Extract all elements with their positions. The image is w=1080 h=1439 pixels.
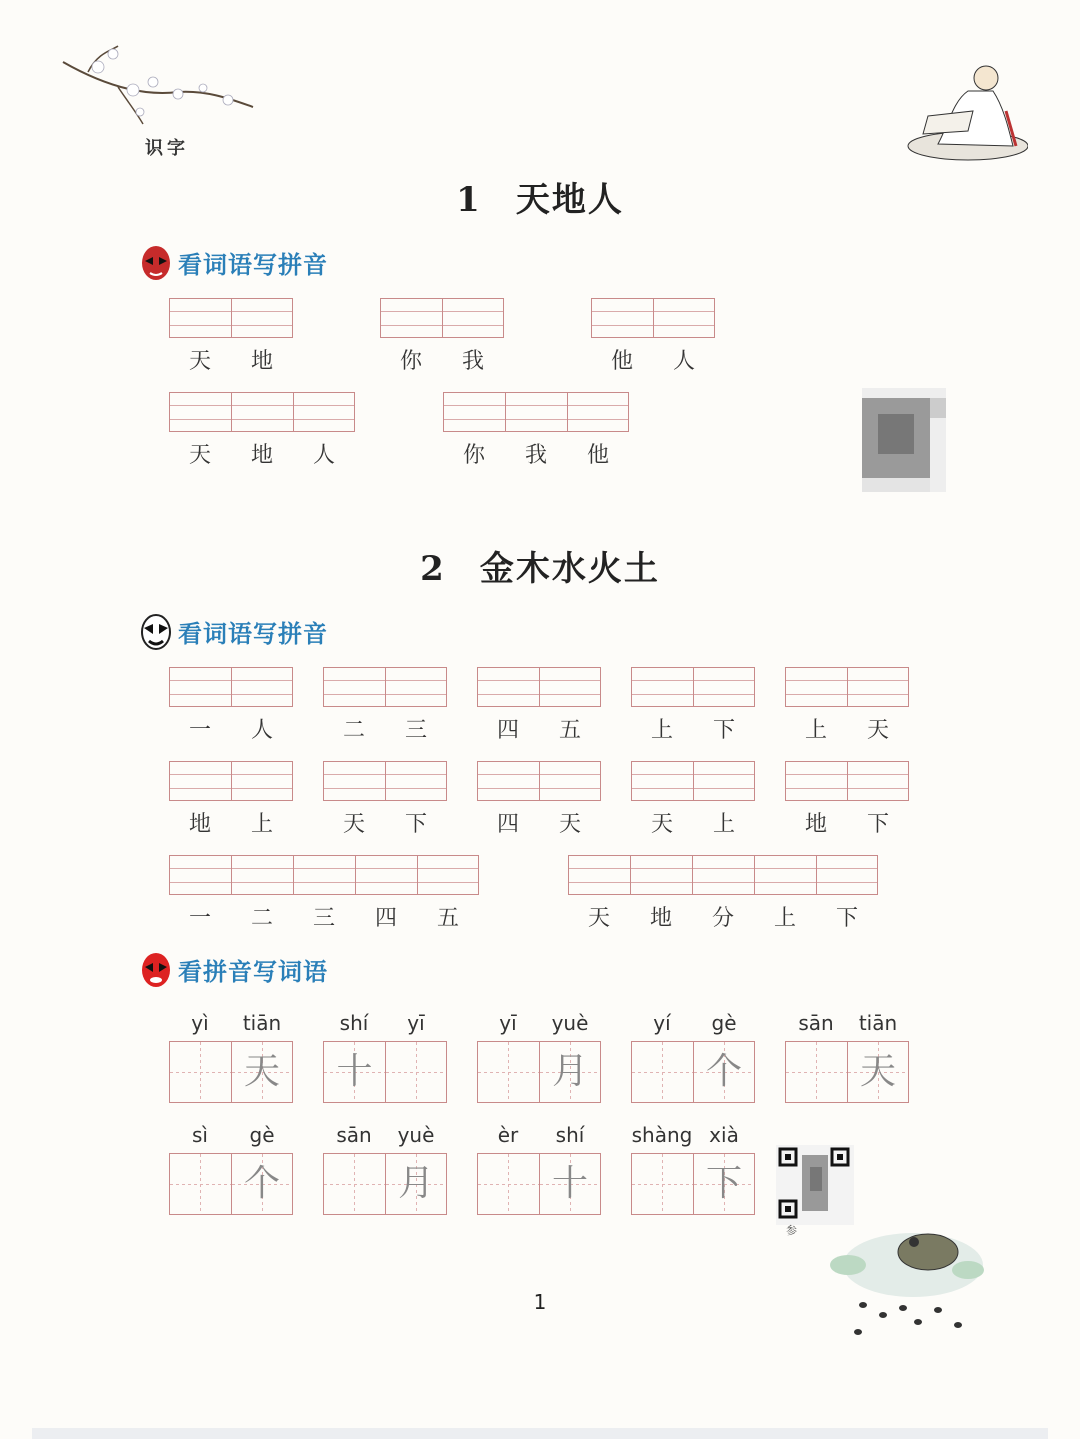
exercise-label: 看词语写拼音	[178, 619, 328, 648]
word-chars: 他 人	[610, 349, 695, 374]
pinyin-label: èr shí	[497, 1123, 585, 1147]
qr-note: 参	[786, 1224, 797, 1237]
lesson-2-title	[0, 541, 1080, 590]
tianzige-grid[interactable]: 月	[323, 1153, 447, 1215]
exercise-header-2	[140, 612, 328, 650]
word-chars: 你 我 他	[462, 443, 609, 468]
pinyin-label: yī yuè	[499, 1011, 589, 1035]
opera-mask-icon	[140, 612, 172, 650]
pinyin-grid[interactable]	[591, 298, 715, 338]
scholar-illustration	[898, 56, 1028, 168]
exercise-label: 看拼音写词语	[178, 957, 328, 986]
pinyin-label: yì tiān	[191, 1011, 282, 1035]
word-chars: 一 人	[188, 718, 273, 743]
footer-bar	[32, 1428, 1048, 1439]
lesson-1-title	[0, 172, 1080, 221]
pinyin-grid[interactable]	[785, 761, 909, 801]
pinyin-grid[interactable]	[323, 667, 447, 707]
tianzige-grid[interactable]: 天	[785, 1041, 909, 1103]
word-chars: 天 地	[188, 349, 273, 374]
word-chars: 上 下	[650, 718, 735, 743]
pinyin-grid[interactable]	[169, 667, 293, 707]
word-chars: 四 天	[496, 812, 581, 837]
exercise-header-3	[140, 950, 328, 988]
exercise-label: 看词语写拼音	[178, 250, 328, 279]
page-number: 1	[533, 1290, 547, 1314]
word-chars: 天 地 人	[188, 443, 335, 468]
tianzige-grid[interactable]: 个	[631, 1041, 755, 1103]
opera-mask-icon	[140, 950, 172, 988]
word-chars: 你 我	[399, 349, 484, 374]
tianzige-grid[interactable]: 十	[323, 1041, 447, 1103]
word-chars: 地 下	[804, 812, 889, 837]
exercise-header-1	[140, 243, 328, 281]
pinyin-grid[interactable]	[631, 667, 755, 707]
word-chars: 上 天	[804, 718, 889, 743]
frog-illustration	[818, 1210, 988, 1350]
pinyin-grid[interactable]	[169, 298, 293, 338]
tianzige-grid[interactable]: 个	[169, 1153, 293, 1215]
pinyin-grid[interactable]	[169, 761, 293, 801]
pinyin-grid[interactable]	[169, 855, 479, 895]
pinyin-grid[interactable]	[631, 761, 755, 801]
tianzige-grid[interactable]: 天	[169, 1041, 293, 1103]
pinyin-grid[interactable]	[477, 761, 601, 801]
lesson-2-name: 金木水火土	[479, 549, 660, 589]
pinyin-label: shí yī	[339, 1011, 425, 1035]
pinyin-grid[interactable]	[323, 761, 447, 801]
word-chars: 二 三	[342, 718, 427, 743]
word-chars: 天 地 分 上 下	[587, 906, 858, 931]
word-chars: 地 上	[188, 812, 273, 837]
word-chars: 一 二 三 四 五	[188, 906, 459, 931]
lesson-2-number: 2	[420, 549, 446, 589]
plum-blossom-illustration	[58, 42, 258, 132]
section-tag: 识字	[145, 138, 189, 159]
pinyin-label: sì gè	[192, 1123, 275, 1147]
pinyin-grid[interactable]	[785, 667, 909, 707]
pinyin-grid[interactable]	[169, 392, 355, 432]
word-chars: 天 下	[342, 812, 427, 837]
blurred-image	[862, 388, 946, 492]
tianzige-grid[interactable]: 月	[477, 1041, 601, 1103]
pinyin-label: shàng xià	[631, 1123, 739, 1147]
lesson-1-name: 天地人	[515, 180, 624, 220]
pinyin-grid[interactable]	[380, 298, 504, 338]
pinyin-label: yí gè	[653, 1011, 737, 1035]
pinyin-label: sān tiān	[798, 1011, 898, 1035]
lesson-1-number: 1	[456, 180, 482, 220]
word-chars: 四 五	[496, 718, 581, 743]
tianzige-grid[interactable]: 十	[477, 1153, 601, 1215]
opera-mask-icon	[140, 243, 172, 281]
word-chars: 天 上	[650, 812, 735, 837]
pinyin-grid[interactable]	[477, 667, 601, 707]
tianzige-grid[interactable]: 下	[631, 1153, 755, 1215]
pinyin-label: sān yuè	[336, 1123, 435, 1147]
pinyin-grid[interactable]	[568, 855, 878, 895]
pinyin-grid[interactable]	[443, 392, 629, 432]
